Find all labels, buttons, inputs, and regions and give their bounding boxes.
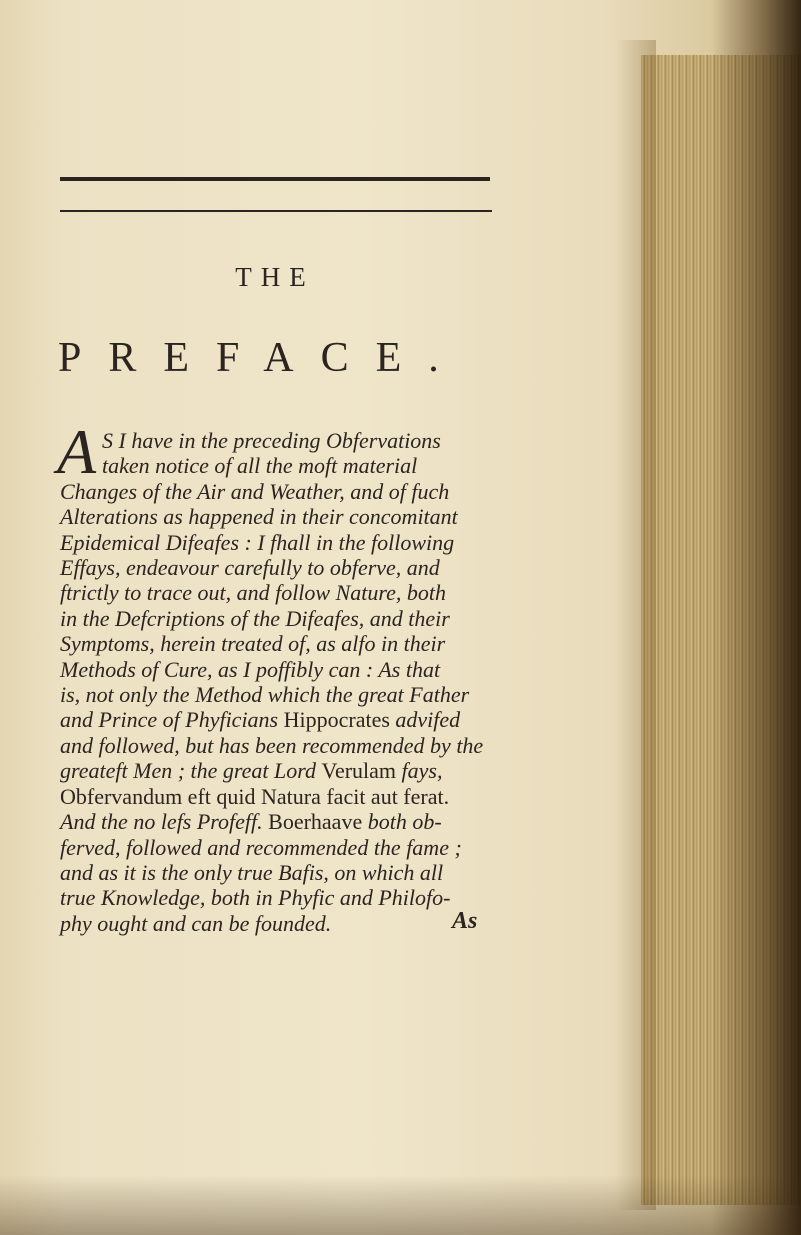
text-fragment: both ob- <box>367 809 442 835</box>
text-fragment: And the no lefs Profeff. <box>60 809 263 835</box>
name-hippocrates: Hippocrates <box>283 707 390 733</box>
bottom-shadow <box>0 1175 801 1235</box>
text-line: Changes of the Air and Weather, and of fuch <box>60 478 450 504</box>
name-verulam: Verulam <box>321 758 397 784</box>
text-line: ferved, followed and recommended the fame ; <box>60 834 462 860</box>
book-spine <box>711 0 801 1235</box>
text-line: Alterations as happened in their concomitant <box>60 504 458 530</box>
text-line: and as it is the only true Bafis, on which all <box>60 859 444 885</box>
name-boerhaave: Boerhaave <box>268 809 363 835</box>
text-fragment: advifed <box>395 707 461 733</box>
text-line <box>60 707 510 732</box>
text-line: Epidemical Difeafes : I fhall in the following <box>60 529 455 555</box>
text-fragment: fays, <box>401 758 443 784</box>
drop-cap: A <box>57 416 97 487</box>
text-line: ftrictly to trace out, and follow Nature, both <box>60 580 446 606</box>
heading-the: THE <box>235 262 315 292</box>
thin-rule <box>60 210 492 212</box>
text-line: Symptoms, herein treated of, as alfo in their <box>60 631 446 657</box>
text-line: phy ought and can be founded. <box>60 910 332 936</box>
text-line: S I have in the preceding Obfervations <box>102 428 441 453</box>
text-line: and followed, but has been recommended by the <box>60 732 484 758</box>
text-line: in the Defcriptions of the Difeafes, and their <box>60 605 450 631</box>
thick-rule <box>60 177 490 181</box>
catchword: As <box>452 908 478 934</box>
text-line: taken notice of all the moft material <box>102 453 418 479</box>
text-line <box>60 809 510 834</box>
text-line: is, not only the Method which the great Father <box>60 682 470 708</box>
text-line: Effays, endeavour carefully to obferve, and <box>60 555 440 581</box>
preface-text <box>60 428 510 936</box>
text-fragment: and Prince of Phyficians <box>60 707 279 733</box>
text-line: Methods of Cure, as I poffibly can : As that <box>60 656 441 682</box>
text-line: true Knowledge, both in Phyfic and Philofo- <box>60 885 451 911</box>
heading-preface: PREFACE. <box>58 335 466 381</box>
gutter-shadow <box>616 40 656 1210</box>
text-line <box>60 758 510 783</box>
text-fragment: greateft Men ; the great Lord <box>60 758 317 784</box>
text-line: Obfervandum eft quid Natura facit aut ferat. <box>60 783 450 809</box>
